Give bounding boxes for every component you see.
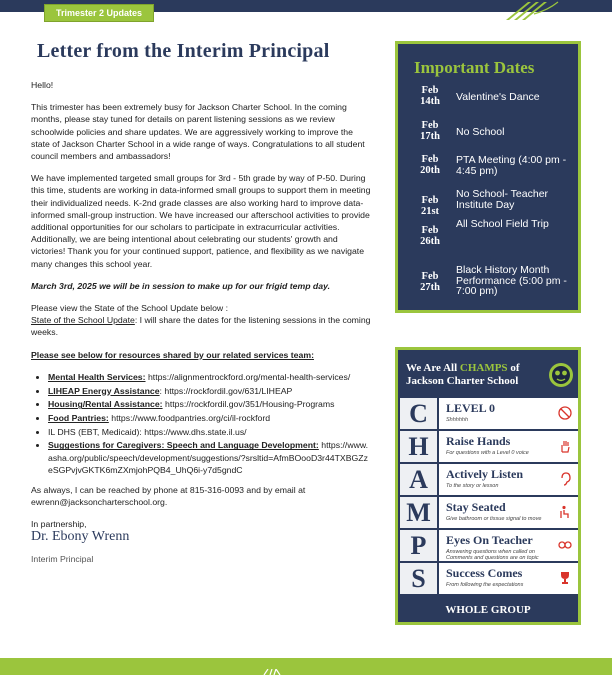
date-event: No School <box>456 126 505 138</box>
date-label: Feb 17th <box>420 120 440 142</box>
champs-title: Actively Listen <box>446 467 523 481</box>
champs-subtitle: From following the expectations <box>446 582 524 588</box>
makeup-day-notice: March 3rd, 2025 we will be in session to make up for our frigid temp day. <box>31 280 330 291</box>
champs-heading: We Are All CHAMPS of Jackson Charter School <box>406 362 520 387</box>
mascot-logo-icon <box>548 362 574 388</box>
state-of-school-intro: Please view the State of the School Update below : <box>31 303 229 314</box>
champs-subtitle: Answering questions when called on Comments and questions are on topic <box>446 549 539 561</box>
decorative-streaks-icon <box>498 0 568 24</box>
date-label: Feb 26th <box>420 225 440 247</box>
date-event: All School Field Trip <box>456 218 549 230</box>
date-label: Feb 27th <box>420 271 440 293</box>
champs-letter: P <box>400 530 439 561</box>
list-item <box>48 371 371 383</box>
date-event: Valentine's Dance <box>456 91 540 103</box>
footer-banner <box>0 658 612 675</box>
ear-icon <box>558 472 572 486</box>
paragraph-2: We have implemented targeted small groups for 3rd - 5th grade by way of P-50. During this time, students are working in data-informed small groups to support them in meeting their individualized needs. K-2nd grade classes are also working hard to improve data-informed small-group instruction. We have increased our afterschool activities to provide additional opportunities for our scholars to participate in extracurricular activities. Additionally, we are being intentional about celebrating our students' growth and victories! Thank you for your continued support, patience, and flexibility as we navigate many changes this school year. <box>31 173 371 269</box>
signer-role: Interim Principal <box>31 553 94 564</box>
list-item <box>48 412 371 424</box>
signature: Dr. Ebony Wrenn <box>31 528 130 544</box>
champs-row <box>400 464 578 495</box>
champs-letter: S <box>400 563 439 594</box>
champs-title: Success Comes <box>446 566 523 580</box>
champs-letter: A <box>400 464 439 495</box>
important-dates-title: Important Dates <box>414 58 535 77</box>
champs-subtitle: To the story or lesson <box>446 483 499 489</box>
champs-title: Eyes On Teacher <box>446 533 533 547</box>
champs-row <box>400 431 578 462</box>
champs-title: Stay Seated <box>446 500 506 514</box>
date-label: Feb 20th <box>420 154 440 176</box>
list-item <box>48 426 371 438</box>
resource-label: Food Pantries: <box>48 412 109 423</box>
list-item <box>48 398 371 410</box>
state-of-school-link[interactable]: State of the School Update <box>31 315 135 326</box>
resource-label: LIHEAP Energy Assistance <box>48 385 160 396</box>
important-dates-panel <box>395 41 581 313</box>
champs-title: Raise Hands <box>446 434 511 448</box>
paragraph-1: This trimester has been extremely busy for Jackson Charter School. In the coming months, please stay tuned for details on parent listening sessions as we review schoolwide policies and share updates. We are aggressively working to improve the state of Jackson Charter School in a wide range of ways. Congratulations to all student council members and ambassadors! <box>31 102 365 162</box>
letter-body <box>31 79 371 575</box>
closing: In partnership, <box>31 519 87 530</box>
date-event: Black History Month Performance (5:00 pm - 7:00 pm) <box>456 264 567 297</box>
champs-subtitle: Shhhhhh <box>446 417 469 423</box>
section-tab: Trimester 2 Updates <box>44 4 154 22</box>
resource-link[interactable]: IL DHS (EBT, Medicaid): https://www.dhs.state.il.us/ <box>48 426 247 437</box>
resource-link[interactable]: : https://rockfordil.gov/631/LIHEAP <box>159 385 293 396</box>
champs-letter: C <box>400 398 439 429</box>
footer-logo-icon <box>262 669 282 675</box>
letter-title: Letter from the Interim Principal <box>37 40 330 62</box>
resource-label: Suggestions for Caregivers: Speech and Language Development: <box>48 440 319 451</box>
champs-subtitle: For questions with a Level 0 voice <box>446 450 529 456</box>
list-item <box>48 385 371 397</box>
resources-heading: Please see below for resources shared by our related services team: <box>31 349 314 360</box>
date-event: PTA Meeting (4:00 pm - 4:45 pm) <box>456 154 567 177</box>
champs-row <box>400 497 578 528</box>
resource-label: Housing/Rental Assistance: <box>48 399 163 410</box>
resource-link[interactable]: https://alignmentrockford.org/mental-health-services/ <box>145 371 351 382</box>
champs-row <box>400 530 578 561</box>
eyes-icon <box>558 538 572 552</box>
resource-link[interactable]: https://www.asha.org/public/speech/development/suggestions/?srsltid=AfmBOooD3r44TXBGZzeSGPvjvGKTK6mZXmjohPQB4_UhQ6i-y7d5gndC <box>48 440 369 475</box>
raised-hand-icon <box>558 439 572 453</box>
state-of-school-rest: : I will share the dates for the listening sessions in the coming weeks. <box>31 315 371 338</box>
champs-title: LEVEL 0 <box>446 401 496 415</box>
trophy-icon <box>558 571 572 585</box>
date-label: Feb 21st <box>420 195 440 217</box>
seated-person-icon <box>558 505 572 519</box>
date-event: No School- Teacher Institute Day <box>456 188 549 211</box>
greeting: Hello! <box>31 80 54 90</box>
list-item <box>48 439 371 476</box>
resources-list <box>48 371 371 476</box>
champs-letter: H <box>400 431 439 462</box>
whole-group-label: WHOLE GROUP <box>445 604 531 616</box>
resource-link[interactable]: https://www.foodpantries.org/ci/il-rockford <box>108 412 271 423</box>
state-of-school-paragraph <box>31 302 371 339</box>
resource-label: Mental Health Services: <box>48 371 146 382</box>
no-talking-icon <box>558 406 572 420</box>
resource-link[interactable]: https://rockfordil.gov/351/Housing-Programs <box>162 399 335 410</box>
contact-info: As always, I can be reached by phone at 815-316-0093 and by email at ewrenn@jacksoncharterschool.org. <box>31 484 306 508</box>
date-label: Feb 14th <box>420 85 440 107</box>
champs-poster <box>395 347 581 625</box>
champs-subtitle: Give bathroom or tissue signal to move <box>446 516 542 522</box>
champs-row <box>400 398 578 429</box>
champs-row <box>400 563 578 594</box>
champs-letter: M <box>400 497 439 528</box>
